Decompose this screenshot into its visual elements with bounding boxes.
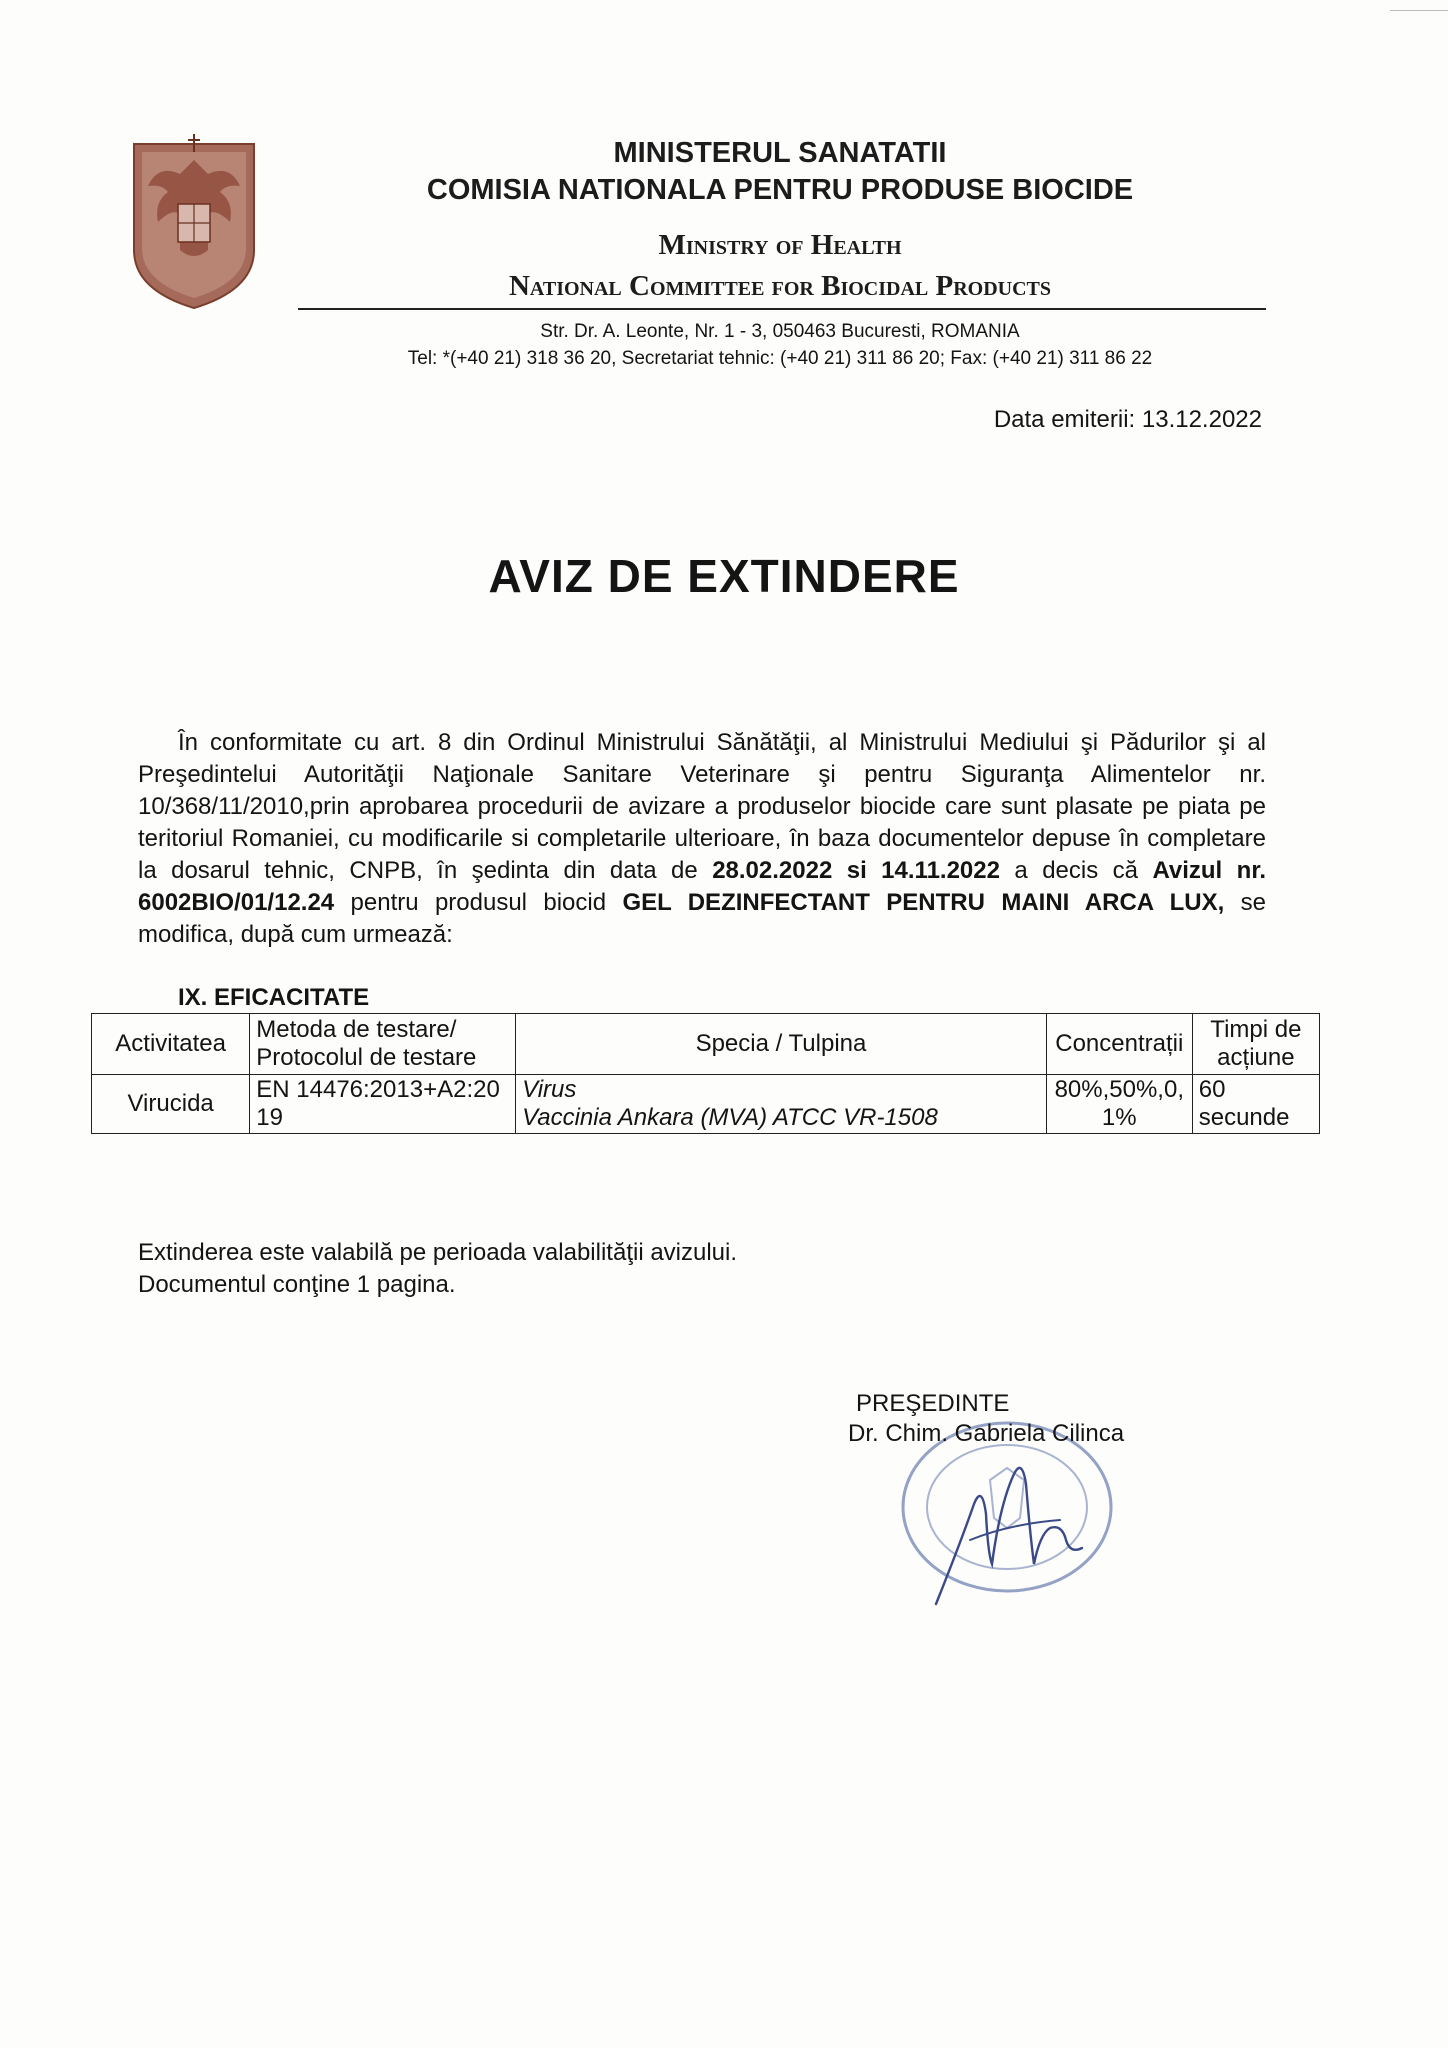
signatory-name: Dr. Chim. Gabriela Cilinca bbox=[848, 1420, 1125, 1447]
product-name: GEL DEZINFECTANT PENTRU MAINI ARCA LUX, bbox=[622, 889, 1225, 916]
handwritten-signature-icon bbox=[930, 1444, 1090, 1614]
ministry-name-en: Ministry of Health bbox=[658, 229, 902, 261]
section-title: IX. EFICACITATE bbox=[178, 984, 370, 1011]
cell-activity: Virucida bbox=[92, 1075, 250, 1134]
cell-method: EN 14476:2013+A2:2019 bbox=[250, 1075, 516, 1134]
body-paragraph bbox=[138, 727, 1266, 951]
document-title: AVIZ DE EXTINDERE bbox=[488, 550, 960, 602]
aviz-number: Avizul nr. 6002BIO/01/12.24 bbox=[138, 857, 1266, 916]
header-method: Metoda de testare/ Protocolul de testare bbox=[250, 1014, 516, 1075]
issue-date: Data emiterii: 13.12.2022 bbox=[993, 406, 1262, 433]
signatory-title: PREŞEDINTE bbox=[856, 1390, 1010, 1417]
body-text-part-a: În conformitate cu art. 8 din Ordinul Ministrului Sănătăţii, al Ministrului Mediului şi Pădurilor şi al Preşedintelui Autorităţii Naţionale Sanitare Veterinare şi pentru Siguranţa Alimentelor nr. 10/368/11/2010,prin aprobarea procedurii de avizare a produselor biocide care sunt plasate pe piata pe teritoriul Romaniei, cu modificarile si completarile ulterioare, în baza documentelor depuse în completare la dosarul tehnic, CNPB, în şedinta din data de bbox=[138, 729, 1266, 884]
page-count-note: Documentul conţine 1 pagina. bbox=[138, 1271, 456, 1298]
header-activity: Activitatea bbox=[92, 1014, 250, 1075]
body-text-part-c: pentru produsul biocid bbox=[334, 889, 623, 916]
contact-line: Tel: *(+40 21) 318 36 20, Secretariat tehnic: (+40 21) 311 86 20; Fax: (+40 21) 311 86 22 bbox=[407, 348, 1153, 369]
scan-edge-mark bbox=[1390, 0, 1448, 11]
cell-time: 60 secunde bbox=[1192, 1075, 1319, 1134]
header-time: Timpi de acțiune bbox=[1192, 1014, 1319, 1075]
body-text-part-d: se modifica, după cum urmează: bbox=[138, 889, 1266, 948]
body-text-part-b: a decis că bbox=[999, 857, 1153, 884]
header-divider bbox=[298, 308, 1266, 310]
species-strain: Vaccinia Ankara (MVA) ATCC VR-1508 bbox=[522, 1104, 938, 1131]
efficacy-table bbox=[91, 1013, 1320, 1134]
header-species: Specia / Tulpina bbox=[516, 1014, 1047, 1075]
header-concentration: Concentrații bbox=[1046, 1014, 1192, 1075]
table-header-row bbox=[92, 1014, 1320, 1075]
cell-species bbox=[516, 1075, 1047, 1134]
species-type: Virus bbox=[522, 1076, 577, 1103]
meeting-dates: 28.02.2022 si 14.11.2022 bbox=[712, 857, 1000, 884]
address-line: Str. Dr. A. Leonte, Nr. 1 - 3, 050463 Bucuresti, ROMANIA bbox=[540, 321, 1020, 342]
committee-name-en: National Committee for Biocidal Products bbox=[508, 270, 1052, 302]
validity-note: Extinderea este valabilă pe perioada valabilităţii avizului. bbox=[138, 1239, 738, 1266]
ministry-name-ro: MINISTERUL SANATATII bbox=[613, 137, 947, 169]
cell-concentration: 80%,50%,0,1% bbox=[1046, 1075, 1192, 1134]
table-row bbox=[92, 1075, 1320, 1134]
romania-coat-of-arms-icon bbox=[128, 130, 260, 312]
committee-name-ro: COMISIA NATIONALA PENTRU PRODUSE BIOCIDE bbox=[426, 174, 1134, 206]
closing-notes bbox=[138, 1237, 737, 1301]
